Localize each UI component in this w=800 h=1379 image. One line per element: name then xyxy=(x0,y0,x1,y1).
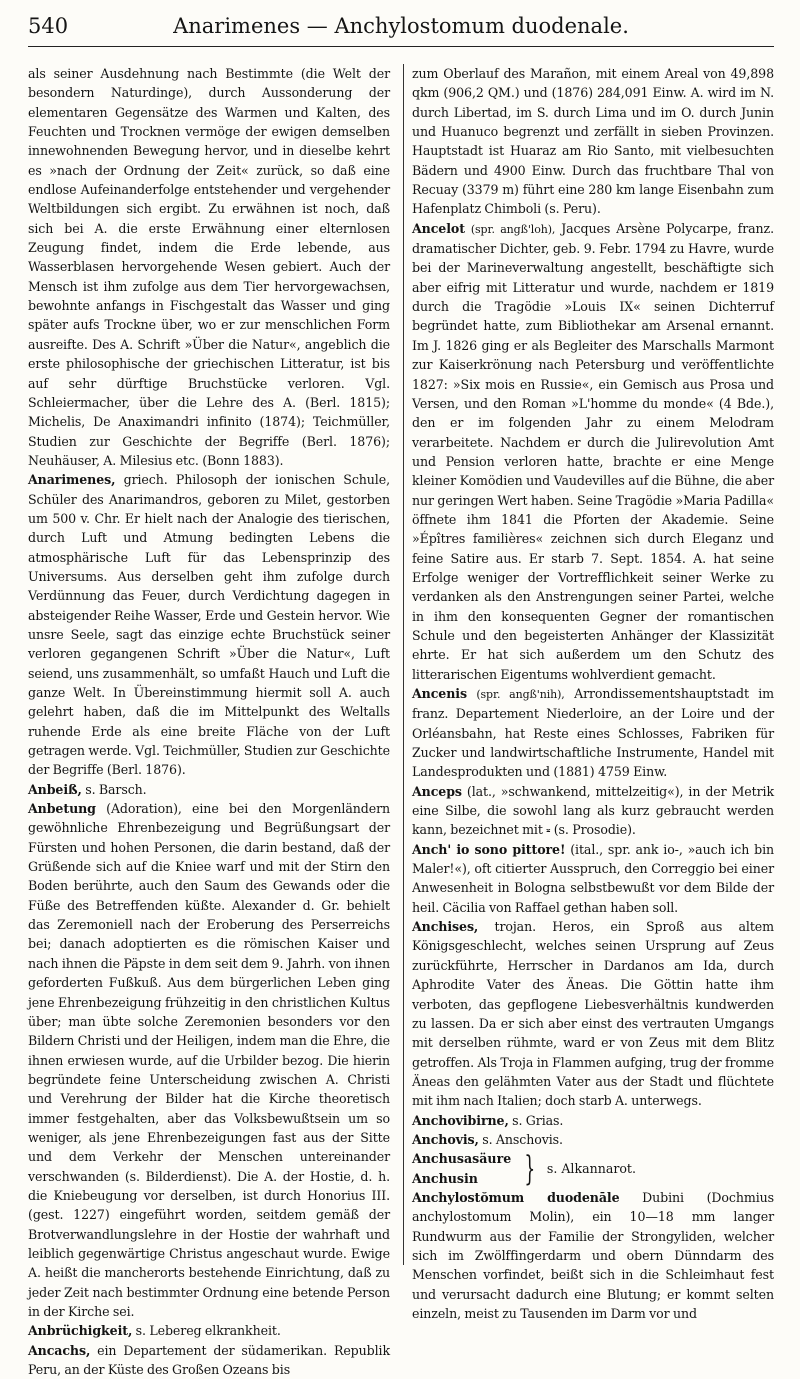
entry-headword: Ancenis xyxy=(412,686,467,701)
entry-anbetung: Anbetung (Adoration), eine bei den Morgenländern gewöhnliche Ehrenbezeigung und Begrüßungsart der Fürsten und hohen Personen, die darin bestand, daß der Grüßende sich auf die Kniee warf und mit der Stirn den Boden berührte, auch den Saum des Gewands oder die Füße des Betreffenden küßte. Alexander d. Gr. behielt das Zeremoniell nach der Eroberung des Perserreichs bei; danach adoptierten es die römischen Kaiser und nach ihnen die Päpste in dem seit dem 9. Jahrh. von ihnen geforderten Fußkuß. Aus dem bürgerlichen Leben ging jene Ehrenbezeigung frühzeitig in den christlichen Kultus über; man übte solche Zeremonien besonders vor den Bildern Christi und der Heiligen, indem man die Ehre, die ihnen erwiesen wurde, auf die Urbilder bezog. Die hierin begründete feine Unterscheidung zwischen A. Christi und Verehrung der Bilder hat die Kirche theoretisch immer festgehalten, aber das Volksbewußtsein um so weniger, als jene Ehrenbezeigungen fast aus der Sitte und dem Verkehr der Menschen untereinander verschwanden (s. Bilderdienst). Die A. der Hostie, d. h. die Kniebeugung vor derselben, ist durch Honorius III. (gest. 1227) eingeführt worden, seitdem gemäß der Brotverwandlungslehre in der Hostie der wahrhaft und leiblich gegenwärtige Christus angeschaut wurde. Ewige A. heißt die mancherorts bestehende Einrichtung, daß zu jeder Zeit nach bestimmter Ordnung eine betende Person in der Kirche sei. xyxy=(28,801,391,1319)
entry-ancachs: Ancachs, ein Departement der südamerikan. Republik Peru, an der Küste des Großen Ozeans bis xyxy=(28,1342,391,1378)
entry-anbeiss: Anbeiß, s. Barsch. xyxy=(28,781,147,797)
pronunciation: (spr. angß'nih), xyxy=(476,688,565,701)
entry-anchises: Anchises, trojan. Heros, ein Sproß aus altem Königsgeschlecht, welches seinen Ursprung auf Zeus zurückführte, Herrscher in Dardanos am Ida, durch Aphrodite Vater des Äneas. Die Göttin hatte ihm verboten, das gepflogene Liebesverhältnis kundwerden zu lassen. Da er sich aber einst des vertrauten Umgangs mit derselben rühmte, ward er von Zeus mit dem Blitz getroffen. Als Troja in Flammen aufging, trug der fromme Äneas den gelähmten Vater aus der Stadt und flüchtete mit ihm nach Italien; doch starb A. unterwegs. xyxy=(412,919,775,1109)
entry-headword: Anch' io sono pittore! xyxy=(412,841,566,857)
entry-anbruechigkeit: Anbrüchigkeit, s. Lebereg elkrankheit. xyxy=(28,1323,281,1339)
entry-headword: Anchusin xyxy=(412,1170,478,1186)
right-column xyxy=(412,64,775,1321)
entry-headword: Anbetung xyxy=(28,801,96,817)
entry-ancachs-continuation: zum Oberlauf des Marañon, mit einem Areal von 49,898 qkm (906,2 QM.) und (1876) 284,091 Einw. A. wird im N. durch Libertad, im S. durch Lima und im O. durch Junin und Huanuco begrenzt und zerfällt in sieben Provinzen. Hauptstadt ist Huaraz am Rio Santo, mit vielbesuchten Bädern und 4900 Einw. Durch das fruchtbare Thal von Recuay (3379 m) führt eine 280 km lange Eisenbahn zum Hafenplatz Chimboli (s. Peru). xyxy=(412,66,774,217)
page-number: 540 xyxy=(28,14,69,38)
entry-headword: Anbrüchigkeit, xyxy=(28,1323,133,1339)
entry-anch-io-sono-pittore: Anch' io sono pittore! (ital., spr. ank io-, »auch ich bin Maler!«), oft citierter Ausspruch, den Correggio bei einer Anwesenheit in Bologna selbstbewußt vor dem Bilde der heil. Cäcilia von Raffael gethan haben soll. xyxy=(412,841,775,915)
entry-anchylostomum: Anchylostŏmum duodenāle Dubini (Dochmius anchylostomum Molin), ein 10—18 mm langer Rundwurm aus der Familie der Strongyliden, welcher sich im Zwölffingerdarm und obern Dünndarm des Menschen vorfindet, beißt sich in die Schleimhaut fest und verursacht dadurch eine Blutung; er kommt selten einzeln, meist zu Tausenden im Darm vor und xyxy=(412,1189,774,1321)
entry-headword: Anceps xyxy=(412,783,462,799)
entry-headword: Anchusasäure xyxy=(412,1151,512,1167)
brace-symbol: } xyxy=(524,1148,536,1189)
cross-reference-group xyxy=(412,1149,774,1188)
entry-headword: Anchovibirne, xyxy=(412,1112,509,1128)
column-divider xyxy=(403,64,404,1265)
entry-headword: Anchylostŏmum duodenāle xyxy=(412,1189,620,1205)
entry-headword: Anchises, xyxy=(412,919,479,935)
entry-anchovibirne: Anchovibirne, s. Grias. xyxy=(412,1112,564,1128)
left-column xyxy=(28,64,391,1378)
entry-ancenis: Ancenis (spr. angß'nih), Arrondissementshauptstadt im franz. Departement Niederloire, an der Loire und der Orléansbahn, hat Reste eines Schlosses, Fabriken für Zucker und landwirtschaftliche Instrumente, Handel mit Landesprodukten und (1881) 4759 Einw. xyxy=(412,686,775,780)
entry-headword: Ancachs, xyxy=(28,1342,91,1358)
entry-anceps: Anceps (lat., »schwankend, mittelzeitig«), in der Metrik eine Silbe, die sowohl lang als kurz gebraucht werden kann, bezeichnet mit ⏓ (s. Prosodie). xyxy=(412,783,774,838)
entry-anchovis: Anchovis, s. Anschovis. xyxy=(412,1131,563,1147)
text-columns xyxy=(28,64,775,1378)
cross-reference-target: s. Alkannarot. xyxy=(546,1160,636,1176)
entry-headword: Anarimenes, xyxy=(28,472,116,488)
entry-headword: Anbeiß, xyxy=(28,781,82,797)
page-header xyxy=(28,14,774,47)
entry-anaximandros-continuation: als seiner Ausdehnung nach Bestimmte (die Welt der besondern Naturdinge), durch Aussonderung der elementaren Gegensätze des Warmen und Kalten, des Feuchten und Trocknen vermöge der ewigen demselben innewohnenden Bewegung hervor, und in dieselbe kehrt es »nach der Ordnung der Zeit« zurück, so daß eine endlose Aufeinanderfolge entstehender und vergehender Weltbildungen sich ergibt. Zu erwähnen ist noch, daß sich bei A. die erste Erwähnung einer elternlosen Zeugung findet, indem die Erde lebende, aus Wasserblasen hervorgehende Wesen gebiert. Auch der Mensch ist ihm zufolge aus dem Tier hervorgewachsen, bewohnte anfangs in Fischgestalt das Wasser und ging später aufs Trockne über, wo er zur menschlichen Form ausreifte. Des A. Schrift »Über die Natur«, angeblich die erste philosophische der griechischen Litteratur, ist bis auf sehr dürftige Bruchstücke verloren. Vgl. Schleiermacher, über die Lehre des A. (Berl. 1815); Michelis, De Anaximandri infinito (1874); Teichmüller, Studien zur Geschichte der Begriffe (Berl. 1876); Neuhäuser, A. Milesius etc. (Bonn 1883). xyxy=(28,66,390,468)
pronunciation: (spr. angß'loh), xyxy=(470,222,556,236)
entry-headword: Ancelot xyxy=(412,220,465,236)
running-head: Anarimenes — Anchylostomum duodenale. xyxy=(173,14,629,38)
entry-headword: Anchovis, xyxy=(412,1131,479,1147)
entry-anaximenes: Anarimenes, griech. Philosoph der ionischen Schule, Schüler des Anarimandros, geboren zu Milet, gestorben um 500 v. Chr. Er hielt nach der Analogie des tierischen, durch Luft und Atmung bedingten Lebens die atmosphärische Luft für das Lebensprinzip des Universums. Aus derselben geht ihm zufolge durch Verdünnung das Feuer, durch Verdichtung dagegen in absteigender Reihe Wasser, Erde und Gestein hervor. Wie unsre Seele, sagt das einzige echte Bruchstück seiner verloren gegangenen Schrift »Über die Natur«, Luft seiend, uns zusammenhält, so umfaßt Hauch und Luft die ganze Welt. In Übereinstimmung hiermit soll A. auch gelehrt haben, daß die im Mittelpunkt des Weltalls ruhende Erde als eine breite Fläche von der Luft getragen werde. Vgl. Teichmüller, Studien zur Geschichte der Begriffe (Berl. 1876). xyxy=(28,472,390,778)
entry-ancelot: Ancelot (spr. angß'loh), Jacques Arsène Polycarpe, franz. dramatischer Dichter, geb. 9. Febr. 1794 zu Havre, wurde bei der Marineverwaltung angestellt, beschäftigte sich aber eifrig mit Litteratur und wurde, nachdem er 1819 durch die Tragödie »Louis IX« seinen Dichterruf begründet hatte, zum Bibliothekar am Arsenal ernannt. Im J. 1826 ging er als Begleiter des Marschalls Marmont zur Kaiserkrönung nach Petersburg und veröffentlichte 1827: »Six mois en Russie«, ein Gemisch aus Prosa und Versen, und den Roman »L'homme du monde« (4 Bde.), den er im folgenden Jahr zu einem Melodram verarbeitete. Nachdem er durch die Julirevolution Amt und Pension verloren hatte, brachte er eine Menge kleiner Komödien und Vaudevilles auf die Bühne, die aber nur geringen Wert haben. Seine Tragödie »Maria Padilla« öffnete ihm 1841 die Pforten der Akademie. Seine »Épîtres familières« zeichnen sich durch Eleganz und feine Satire aus. Er starb 7. Sept. 1854. A. hat seine Erfolge weniger der Vortrefflichkeit seiner Werke zu verdanken als den Anstrengungen seiner Partei, welche in ihm den konsequenten Gegner der romantischen Schule und den begeisterten Anhänger der Klassizität ehrte. Er hat sich außerdem um den Schutz des litterarischen Eigentums wohlverdient gemacht. xyxy=(412,220,774,682)
